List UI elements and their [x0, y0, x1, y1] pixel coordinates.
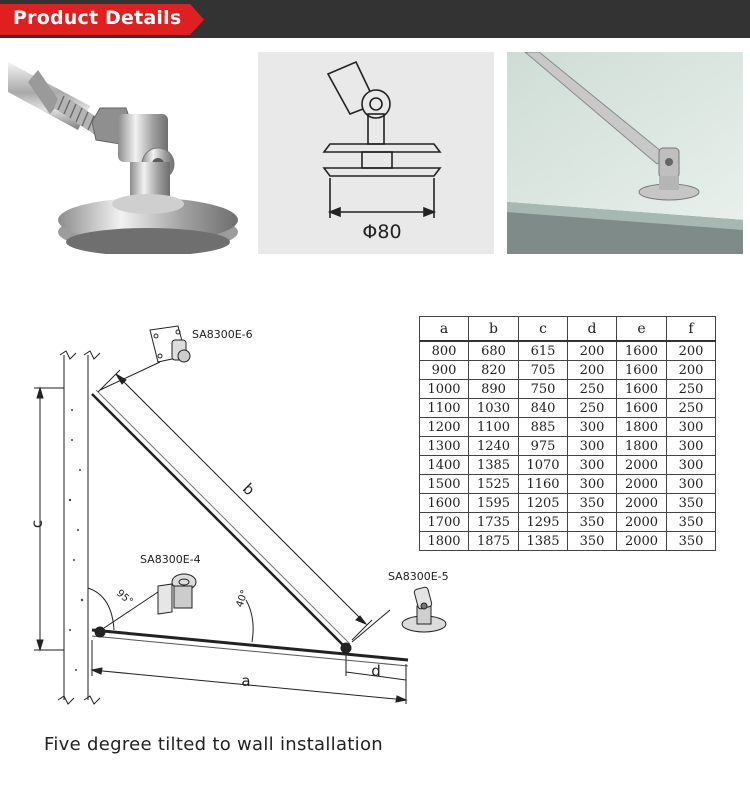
- page-title: Product Details: [13, 7, 182, 29]
- table-cell: 1800: [420, 532, 469, 551]
- installation-caption: Five degree tilted to wall installation: [44, 734, 383, 755]
- table-cell: 1300: [420, 437, 469, 456]
- table-row: [420, 418, 716, 437]
- table-cell: 1600: [617, 341, 667, 361]
- part-sa8300e-4-label: SA8300E-4: [140, 553, 201, 566]
- table-cell: 1595: [469, 494, 519, 513]
- spec-table-header: [420, 317, 716, 342]
- table-cell: 705: [519, 361, 568, 380]
- table-cell: 350: [667, 532, 716, 551]
- table-cell: 1385: [469, 456, 519, 475]
- table-cell: 200: [667, 341, 716, 361]
- table-cell: 200: [568, 341, 617, 361]
- table-cell: 800: [420, 341, 469, 361]
- table-cell: 1000: [420, 380, 469, 399]
- table-cell: 350: [667, 494, 716, 513]
- table-row: [420, 475, 716, 494]
- table-cell: 1600: [617, 380, 667, 399]
- table-cell: 1600: [617, 361, 667, 380]
- table-cell: 300: [667, 437, 716, 456]
- table-cell: 1205: [519, 494, 568, 513]
- table-row: [420, 494, 716, 513]
- spec-table: [419, 316, 716, 551]
- table-cell: 1600: [420, 494, 469, 513]
- table-row: [420, 532, 716, 551]
- table-cell: 1295: [519, 513, 568, 532]
- table-cell: 1400: [420, 456, 469, 475]
- table-cell: 350: [568, 494, 617, 513]
- part-sa8300e-5-label: SA8300E-5: [388, 570, 449, 583]
- table-cell: 350: [667, 513, 716, 532]
- table-row: [420, 399, 716, 418]
- table-cell: 300: [568, 437, 617, 456]
- part-sa8300e-5-graphic: [380, 566, 480, 636]
- table-cell: 2000: [617, 494, 667, 513]
- dimension-d-label: d: [371, 662, 381, 680]
- diameter-label: Φ80: [362, 221, 402, 243]
- table-cell: 300: [568, 456, 617, 475]
- table-cell: 2000: [617, 475, 667, 494]
- table-cell: 750: [519, 380, 568, 399]
- table-cell: 1240: [469, 437, 519, 456]
- table-cell: 1700: [420, 513, 469, 532]
- table-cell: 350: [568, 532, 617, 551]
- table-cell: 1735: [469, 513, 519, 532]
- table-cell: 1875: [469, 532, 519, 551]
- table-cell: 1525: [469, 475, 519, 494]
- header-b: b: [469, 317, 519, 342]
- table-cell: 300: [667, 418, 716, 437]
- header-f: f: [667, 317, 716, 342]
- dimension-c-label: c: [28, 519, 46, 529]
- table-cell: 200: [667, 361, 716, 380]
- table-cell: 1600: [617, 399, 667, 418]
- table-cell: 300: [667, 456, 716, 475]
- spec-table-body: [420, 341, 716, 551]
- table-cell: 840: [519, 399, 568, 418]
- header-a: a: [420, 317, 469, 342]
- part-sa8300e-6-label: SA8300E-6: [192, 328, 253, 341]
- table-row: [420, 361, 716, 380]
- table-cell: 900: [420, 361, 469, 380]
- table-cell: 2000: [617, 532, 667, 551]
- table-cell: 1160: [519, 475, 568, 494]
- table-cell: 250: [667, 399, 716, 418]
- dimension-b-label: b: [238, 479, 259, 500]
- table-cell: 300: [568, 475, 617, 494]
- fitting-line-drawing: [258, 52, 494, 254]
- installation-diagram: [0, 300, 420, 720]
- fitting-closeup-photo: [8, 52, 245, 254]
- table-row: [420, 513, 716, 532]
- table-cell: 1100: [469, 418, 519, 437]
- table-cell: 615: [519, 341, 568, 361]
- header-d: d: [568, 317, 617, 342]
- table-row: [420, 380, 716, 399]
- header-e: e: [617, 317, 667, 342]
- table-row: [420, 456, 716, 475]
- table-cell: 1385: [519, 532, 568, 551]
- dimension-a-label: a: [241, 672, 251, 690]
- table-cell: 250: [568, 380, 617, 399]
- table-cell: 680: [469, 341, 519, 361]
- table-cell: 885: [519, 418, 568, 437]
- angle-95-label: 95°: [114, 587, 135, 608]
- table-cell: 350: [568, 513, 617, 532]
- table-cell: 975: [519, 437, 568, 456]
- table-row: [420, 341, 716, 361]
- table-cell: 1070: [519, 456, 568, 475]
- table-cell: 1500: [420, 475, 469, 494]
- table-cell: 300: [568, 418, 617, 437]
- table-cell: 250: [667, 380, 716, 399]
- table-row: [420, 437, 716, 456]
- table-cell: 1200: [420, 418, 469, 437]
- table-cell: 250: [568, 399, 617, 418]
- table-cell: 2000: [617, 456, 667, 475]
- header-c: c: [519, 317, 568, 342]
- table-cell: 890: [469, 380, 519, 399]
- table-cell: 1800: [617, 418, 667, 437]
- table-cell: 1100: [420, 399, 469, 418]
- installed-glass-photo: [507, 52, 743, 254]
- table-cell: 2000: [617, 513, 667, 532]
- table-cell: 1030: [469, 399, 519, 418]
- table-cell: 820: [469, 361, 519, 380]
- table-cell: 1800: [617, 437, 667, 456]
- table-cell: 300: [667, 475, 716, 494]
- table-cell: 200: [568, 361, 617, 380]
- angle-40-label: 40°: [234, 588, 251, 610]
